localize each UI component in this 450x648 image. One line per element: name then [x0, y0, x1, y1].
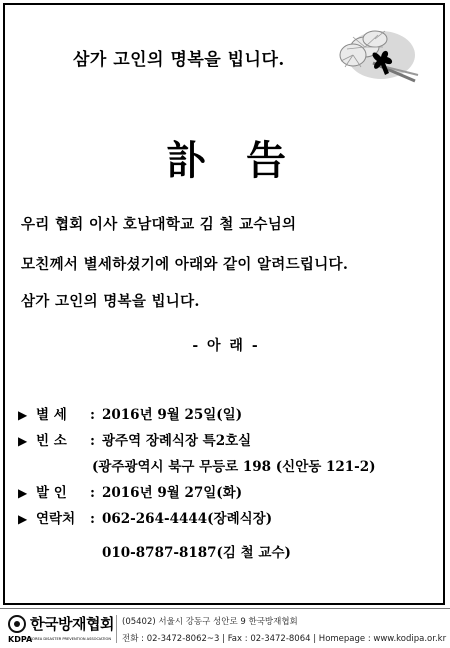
kdpa-logo [8, 613, 114, 645]
triangle-bullet-icon: ▶ [18, 486, 28, 500]
footer-contact: 전화 : 02-3472-8062~3 | Fax : 02-3472-8064 | Homepage : www.kodipa.or.kr [122, 634, 447, 644]
obituary-title: 訃告 [166, 137, 326, 184]
parlor-label: 빈 소 [36, 433, 67, 449]
condolence-header: 삼가 고인의 명복을 빕니다. [73, 50, 285, 70]
contact-row: ▶ 연락처 : 062-264-4444(장례식장) [18, 507, 272, 527]
body-line-2: 모친께서 별세하셨기에 아래와 같이 알려드립니다. [21, 256, 349, 273]
triangle-bullet-icon: ▶ [18, 408, 28, 422]
footer [0, 608, 450, 648]
funeral-value: 2016년 9월 27일(화) [102, 485, 243, 501]
parlor-value: 광주역 장례식장 특2호실 [102, 433, 252, 449]
contact-value-2: 010-8787-8187(김 철 교수) [102, 545, 291, 561]
funeral-label: 발 인 [36, 485, 67, 501]
kdpa-logo-icon [8, 615, 26, 633]
body-line-1: 우리 협회 이사 호남대학교 김 철 교수님의 [21, 216, 297, 233]
obituary-notice [3, 3, 445, 605]
notice-label: - 아 래 - [192, 338, 260, 354]
death-value: 2016년 9월 25일(일) [102, 407, 243, 423]
triangle-bullet-icon: ▶ [18, 434, 28, 448]
parlor-row: ▶ 빈 소 : 광주역 장례식장 특2호실 [18, 429, 251, 449]
death-row: ▶ 별 세 : 2016년 9월 25일(일) [18, 403, 242, 423]
logo-korean-name: 한국방재협회 [30, 615, 114, 633]
parlor-address: (광주광역시 북구 무등로 198 (신안동 121-2) [92, 459, 376, 475]
footer-address: (05402) 서울시 강동구 성안로 9 한국방재협회 [122, 617, 298, 627]
footer-divider [116, 615, 117, 643]
contact-value: 062-264-4444(장례식장) [102, 511, 273, 527]
logo-english-name: KOREA DISASTER PREVENTION ASSOCIATION [30, 637, 112, 641]
triangle-bullet-icon: ▶ [18, 512, 28, 526]
chrysanthemum-ribbon-icon [323, 25, 423, 91]
body-line-3: 삼가 고인의 명복을 빕니다. [21, 293, 200, 310]
contact-label: 연락처 [36, 511, 76, 527]
death-label: 별 세 [36, 407, 67, 423]
logo-abbreviation: KDPA [8, 635, 33, 644]
funeral-row: ▶ 발 인 : 2016년 9월 27일(화) [18, 481, 242, 501]
